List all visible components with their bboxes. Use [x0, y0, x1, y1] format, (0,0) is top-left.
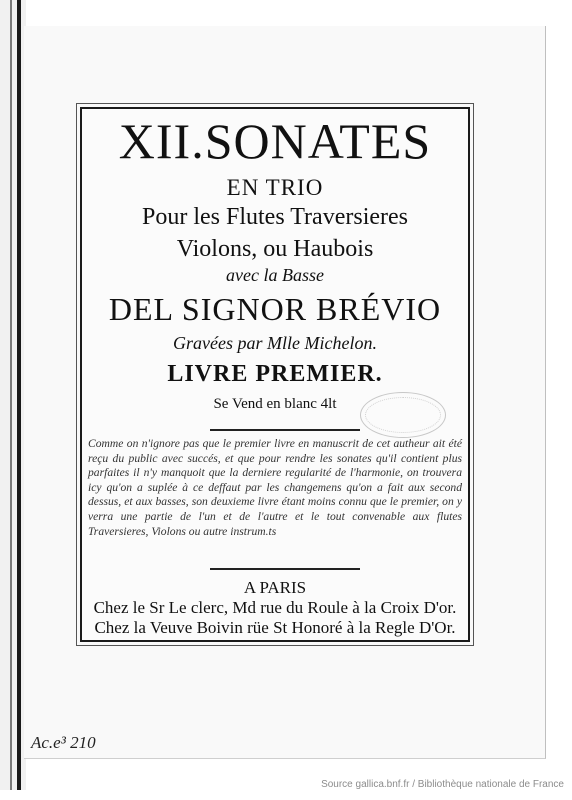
page-title: XII.SONATES — [118, 113, 432, 169]
composer-name: DEL SIGNOR BRÉVIO — [108, 291, 442, 327]
price-line: Se Vend en blanc 4lt — [213, 396, 337, 412]
subtitle-trio: EN TRIO — [226, 175, 324, 200]
engraver-credit: Gravées par Mlle Michelon. — [173, 333, 377, 353]
instruments-line-2: Violons, ou Haubois — [176, 236, 374, 262]
avec-la-basse: avec la Basse — [226, 265, 324, 285]
library-stamp — [360, 392, 446, 438]
imprint-city: A PARIS — [243, 578, 307, 597]
preface-note: Comme on n'ignore pas que le premier livre en manuscrit de cet autheur ait été reçu du public avec succés, et que pour rendre les sonates qu'il contient plus parfaites il n'y manquoit que la derniere regularité de l'harmonie, on trouvera icy qu'on a suplée à ce deffaut par les changemens qu'on a fait aux second dessus, et aux basses, son deuxieme livre étant moins connu que le premier, on y verra une partie de l'un et de l'autre et le tout convenable aux flutes Traversieres, Violons ou autre instrum.ts — [88, 437, 462, 538]
book-binding — [0, 0, 26, 790]
shelfmark: Ac.e³ 210 — [31, 733, 96, 752]
imprint-line-1: Chez le Sr Le clerc, Md rue du Roule à la Croix D'or. — [93, 598, 457, 617]
imprint-line-2: Chez la Veuve Boivin rüe St Honoré à la Regle D'Or. — [94, 618, 456, 637]
source-credit: Source gallica.bnf.fr / Bibliothèque nationale de France — [321, 779, 564, 790]
book-number: LIVRE PREMIER. — [167, 361, 383, 387]
title-frame — [80, 107, 470, 642]
divider-rule-bottom — [210, 568, 360, 570]
divider-rule-top — [210, 429, 360, 431]
binding-shadow — [10, 0, 12, 790]
binding-edge — [17, 0, 21, 790]
instruments-line-1: Pour les Flutes Traversieres — [142, 204, 408, 230]
